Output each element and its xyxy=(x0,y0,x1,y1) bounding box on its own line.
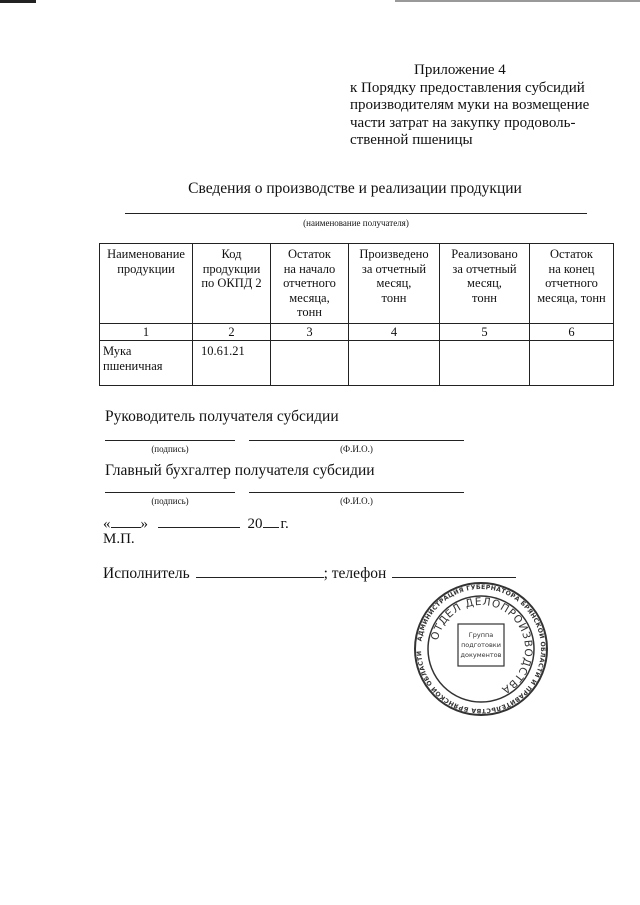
column-number: 1 xyxy=(100,323,193,341)
column-number: 5 xyxy=(440,323,530,341)
appendix-line: к Порядку предоставления субсидий xyxy=(350,79,585,96)
stamp-box-line: подготовки xyxy=(461,641,501,649)
scan-corner-mark xyxy=(0,0,36,3)
appendix-line: производителям муки на возмещение xyxy=(350,97,590,113)
column-number: 6 xyxy=(530,323,614,341)
seal-label: М.П. xyxy=(103,531,135,547)
header-cell-closing-balance: Остаток на конец отчетного месяца, тонн xyxy=(530,244,614,324)
date-day-blank[interactable] xyxy=(111,515,141,528)
produced-cell[interactable] xyxy=(349,341,440,386)
column-number: 2 xyxy=(193,323,271,341)
header-cell-produced: Произведено за отчетный месяц, тонн xyxy=(349,244,440,324)
recipient-caption: (наименование получателя) xyxy=(303,218,409,228)
phone-blank[interactable] xyxy=(392,565,516,578)
column-number: 4 xyxy=(349,323,440,341)
header-cell-opening-balance: Остаток на начало отчетного месяца, тонн xyxy=(271,244,349,324)
accountant-signature-caption: (подпись) xyxy=(151,496,189,506)
head-name-caption: (Ф.И.О.) xyxy=(340,444,373,454)
date-open-quote: « xyxy=(103,516,111,532)
table-header-row xyxy=(100,244,614,324)
date-month-blank[interactable] xyxy=(158,515,240,528)
header-cell-sold: Реализовано за отчетный месяц, тонн xyxy=(440,244,530,324)
head-signature-caption: (подпись) xyxy=(151,444,189,454)
date-year-blank[interactable] xyxy=(263,515,279,528)
stamp-inner-text: ОТДЕЛ ДЕЛОПРОИЗВОДСТВА xyxy=(428,595,535,697)
document-title: Сведения о производстве и реализации продукции xyxy=(188,180,522,197)
product-name-cell: Мука пшеничная xyxy=(100,341,193,386)
production-table xyxy=(99,243,614,386)
opening-balance-cell[interactable] xyxy=(271,341,349,386)
appendix-line: части затрат на закупку продоволь- xyxy=(350,114,576,131)
date-close-quote: » xyxy=(140,516,148,532)
accountant-signature-line[interactable] xyxy=(105,492,235,493)
column-number: 3 xyxy=(271,323,349,341)
product-code-cell: 10.61.21 xyxy=(193,341,271,386)
head-signature-title: Руководитель получателя субсидии xyxy=(105,408,339,425)
column-number-row xyxy=(100,323,614,341)
header-cell-code: Код продукции по ОКПД 2 xyxy=(193,244,271,324)
stamp-ring-text: АДМИНИСТРАЦИЯ ГУБЕРНАТОРА БРЯНСКОЙ ОБЛАСТИ И ПРАВИТЕЛЬСТВА БРЯНСКОЙ ОБЛАСТИ xyxy=(415,583,547,715)
appendix-line: ственной пшеницы xyxy=(350,132,473,148)
scan-top-rule xyxy=(395,0,640,2)
date-year-suffix: г. xyxy=(280,516,289,532)
appendix-title: Приложение 4 xyxy=(414,62,506,78)
header-cell-product: Наименование продукции xyxy=(100,244,193,324)
accountant-signature-title: Главный бухгалтер получателя субсидии xyxy=(105,462,375,479)
head-signature-line[interactable] xyxy=(105,440,235,441)
accountant-name-caption: (Ф.И.О.) xyxy=(340,496,373,506)
closing-balance-cell[interactable] xyxy=(530,341,614,386)
phone-label: ; телефон xyxy=(323,565,387,582)
appendix-header xyxy=(350,62,600,150)
stamp-box-line: Группа xyxy=(468,631,494,639)
recipient-name-line[interactable] xyxy=(125,213,587,214)
office-stamp xyxy=(412,580,550,718)
accountant-name-line[interactable] xyxy=(249,492,464,493)
date-century: 20 xyxy=(247,516,263,532)
sold-cell[interactable] xyxy=(440,341,530,386)
executor-label: Исполнитель xyxy=(103,565,190,582)
executor-name-blank[interactable] xyxy=(196,565,324,578)
head-name-line[interactable] xyxy=(249,440,464,441)
stamp-box-line: документов xyxy=(460,651,502,659)
table-row xyxy=(100,341,614,386)
